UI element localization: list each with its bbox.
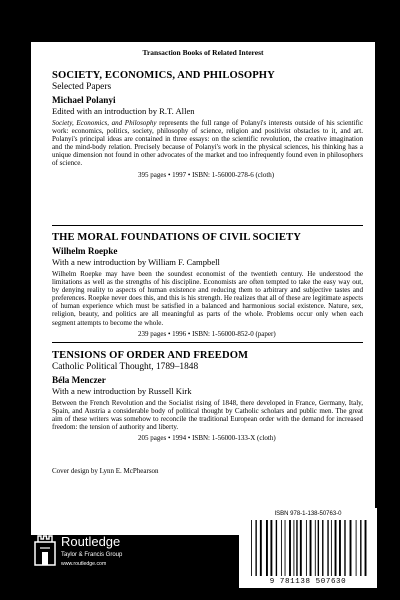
barcode-bar — [255, 520, 256, 576]
barcode-bar — [344, 520, 345, 576]
barcode-bar — [251, 520, 252, 576]
series-heading: Transaction Books of Related Interest — [142, 48, 264, 57]
barcode-bar — [266, 520, 268, 576]
text-panel — [31, 42, 375, 535]
book-details: 239 pages • 1996 • ISBN: 1-56000-852-0 (paper) — [138, 329, 276, 338]
book-description — [52, 119, 363, 168]
isbn-label: ISBN 978-1-138-50763-0 — [274, 511, 342, 517]
barcode-bar — [315, 520, 316, 576]
book-entry-menczer — [52, 350, 363, 442]
book-author: Wilhelm Roepke — [52, 246, 118, 256]
barcode-bar — [318, 520, 319, 576]
barcode-bar — [360, 520, 361, 576]
book-author: Béla Menczer — [52, 375, 106, 385]
barcode-bar — [350, 520, 352, 576]
barcode-bars — [251, 520, 369, 576]
book-entry-polanyi — [52, 70, 363, 179]
book-description: Between the French Revolution and the Socialist rising of 1848, there developed in France, Germany, Italy, Spain, and Austria a considerable body of political thought by Catholic scholars and public men. The great aim of these writers was somehow to reconcile the traditional European order with the demand for increased freedom: the tension of authority and liberty. — [52, 399, 363, 432]
book-introduction: Edited with an introduction by R.T. Allen — [52, 106, 195, 116]
book-description-italic-title: Society, Economics, and Philosophy — [52, 119, 157, 127]
barcode-bar — [306, 520, 307, 576]
barcode — [239, 508, 377, 588]
book-author: Michael Polanyi — [52, 95, 116, 105]
book-introduction: With a new introduction by Russell Kirk — [52, 386, 192, 396]
publisher-group: Taylor & Francis Group — [61, 552, 123, 558]
barcode-bar — [293, 520, 294, 576]
barcode-bar — [276, 520, 277, 576]
barcode-bar — [300, 520, 302, 576]
barcode-bar — [339, 520, 341, 576]
book-title: THE MORAL FOUNDATIONS OF CIVIL SOCIETY — [52, 232, 301, 243]
barcode-bar — [285, 520, 286, 576]
publisher-name: Routledge — [61, 534, 121, 549]
barcode-bar — [365, 520, 367, 576]
book-details: 395 pages • 1997 • ISBN: 1-56000-278-6 (cloth) — [138, 170, 275, 179]
divider — [52, 225, 363, 226]
barcode-bar — [281, 520, 282, 576]
book-subtitle: Catholic Political Thought, 1789–1848 — [52, 362, 199, 372]
book-introduction: With a new introduction by William F. Campbell — [52, 257, 220, 267]
book-title: SOCIETY, ECONOMICS, AND PHILOSOPHY — [52, 70, 275, 81]
publisher-url[interactable]: www.routledge.com — [61, 561, 107, 567]
book-description: Wilhelm Roepke may have been the soundest economist of the twentieth century. He understood the limitations as well as the strengths of his discipline. Economists are often tempted to take the easy way out, by denying reality to aspects of human existence and reducing them to arbitrary and subjective tastes and preferences. Roepke never does this, and this is his strength. He realizes that all of these are legitimate aspects of human experience which must be satisfied in a balanced and harmonious social existence. Nature, sex, religion, beauty, and politics are all meaningful as parts of the whole. Problems occur only when each segment attempts to become the whole. — [52, 270, 363, 327]
book-description-text: represents the full range of Polanyi's interests outside of his scientific work: economics, politics, society, philosophy of science, religion and positivist obstacles to it, and art. Polanyi's principal ideas are contained in three essays: on the scientific revolution, the creative imagination and the mind-body relation. Precisely because of Polanyi's work in the physical sciences, his thinking has a unique dimension not found in other advocates of the market and too infrequently found even in philosophers of science. — [52, 119, 363, 168]
barcode-bar — [310, 520, 312, 576]
routledge-tower-icon — [34, 532, 56, 566]
barcode-bar — [296, 520, 297, 576]
book-subtitle: Selected Papers — [52, 82, 112, 92]
barcode-bar — [331, 520, 332, 576]
barcode-bar — [335, 520, 337, 576]
routledge-logo — [34, 530, 174, 578]
barcode-bar — [322, 520, 323, 576]
book-entry-roepke — [52, 232, 363, 338]
barcode-bar — [260, 520, 262, 576]
barcode-bar — [327, 520, 328, 576]
book-title: TENSIONS OF ORDER AND FREEDOM — [52, 350, 249, 361]
barcode-digits: 9 781138 507630 — [269, 578, 347, 586]
cover-design-credit: Cover design by Lynn E. McPhearson — [52, 467, 159, 475]
barcode-bar — [289, 520, 291, 576]
barcode-bar — [270, 520, 272, 576]
divider — [52, 342, 363, 343]
book-details: 205 pages • 1994 • ISBN: 1-56000-133-X (cloth) — [138, 434, 276, 443]
barcode-bar — [356, 520, 357, 576]
informa-tagline: an informa business — [326, 500, 373, 506]
